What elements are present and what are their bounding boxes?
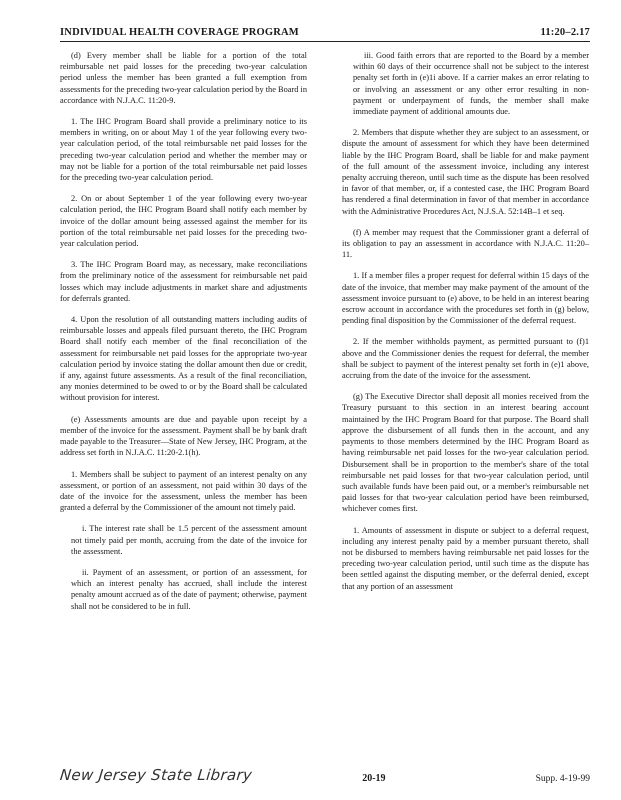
paragraph-d-4: 4. Upon the resolution of all outstanding matters including audits of reimbursable losses and appeals filed pursuant thereto, the IHC Program Board shall notify each member of the final reconciliation of the assessment for reimbursable net paid losses for the appropriate two-year calculation period by invoice stating the dollar amount then due or credit, if any, against future assessments. As a result of the final reconciliation, any monies determined to be owed to or by the Board shall be calculated without provision for interest. — [60, 315, 307, 403]
paragraph-e-1-ii: ii. Payment of an assessment, or portion of an assessment, for which an interest penalty has accrued, shall include the interest penalty amount accrued as of the date of payment; otherwise, payment shall not be considered to be in full. — [71, 567, 307, 611]
page-number: 20-19 — [362, 773, 386, 784]
header-rule — [60, 41, 590, 42]
paragraph-f-1: 1. If a member files a proper request for deferral within 15 days of the date of the invoice, that member may make payment of the amount of the assessment invoice pursuant to (e) above, to be held in an interest bearing escrow account in accordance with the procedures set forth in (g) below, pending final disposition by the Commissioner of the deferral request. — [342, 271, 589, 326]
library-stamp: New Jersey State Library — [59, 766, 254, 784]
paragraph-e-1: 1. Members shall be subject to payment of an interest penalty on any assessment, or portion of an assessment, not paid within 30 days of the date of the invoice for the assessment, unless the member has been granted a deferral by the Commissioner of the amount not timely paid. — [60, 469, 307, 513]
header-title: INDIVIDUAL HEALTH COVERAGE PROGRAM — [60, 27, 299, 38]
paragraph-e-2: 2. Members that dispute whether they are subject to an assessment, or dispute the amount of assessment for which they have been determined liable by the IHC Program Board, shall be liable for and make payment of the full amount of the assessment invoice, including any interest penalty accruing thereon, until such time as the dispute has been resolved in favor of that member, or, if a contested case, the IHC Program Board has rendered a final determination in favor of that member in accordance with the Administrative Procedures Act, N.J.S.A. 52:14B–1 et seq. — [342, 128, 589, 216]
supplement-date: Supp. 4-19-99 — [535, 774, 590, 784]
right-column — [342, 50, 589, 602]
page-footer — [60, 760, 590, 784]
paragraph-f-2: 2. If the member withholds payment, as permitted pursuant to (f)1 above and the Commissioner denies the request for deferral, the member shall be subject to payment of the interest penalty set forth in (e)1 above, accruing from the date of the invoice for the assessment. — [342, 337, 589, 381]
paragraph-d: (d) Every member shall be liable for a portion of the total reimbursable net paid losses for the preceding two-year calculation period unless the member has been granted a full exemption from assessments for the preceding two-year calculation period by the Board in accordance with N.J.A.C. 11:20-9. — [60, 51, 307, 105]
paragraph-e-1-iii: iii. Good faith errors that are reported to the Board by a member within 60 days of their occurrence shall not be subject to the interest penalty set forth in (e)1i above. If a carrier makes an error relating to or involving an assessment or any other error resulting in non-payment or underpayment of funds, the member shall make immediate payment of additional amounts due. — [353, 51, 589, 117]
paragraph-d-1: 1. The IHC Program Board shall provide a preliminary notice to its members in writing, on or about May 1 of the year following every two-year calculation period, of the total reimbursable net paid losses for the preceding two-year calculation period and whether the member may or may not be liable for a portion of the total reimbursable net paid losses for the preceding two-year calculation period. — [60, 117, 307, 183]
paragraph-f: (f) A member may request that the Commissioner grant a deferral of its obligation to pay an assessment in accordance with N.J.A.C. 11:20–11. — [342, 227, 589, 260]
running-header — [60, 27, 590, 38]
paragraph-e-1-i: i. The interest rate shall be 1.5 percent of the assessment amount not timely paid per month, accruing from the date of the invoice for the assessment. — [71, 524, 307, 556]
paragraph-e: (e) Assessments amounts are due and payable upon receipt by a member of the invoice for the assessment. Payment shall be by bank draft made payable to the Treasurer—State of New Jersey, IHC Program, at the address set forth in N.J.A.C. 11:20-2.1(h). — [60, 414, 307, 458]
paragraph-g-1: 1. Amounts of assessment in dispute or subject to a deferral request, including any interest penalty paid by a member pursuant thereto, shall not be disbursed to members having reimbursable net paid losses for the preceding two-year calculation period, until such time as the dispute has been settled against the disputing member, or the deferral denied, except that any portion of an assessment — [342, 525, 589, 591]
paragraph-d-2: 2. On or about September 1 of the year following every two-year calculation period, the IHC Program Board shall notify each member by invoice of the dollar amount being assessed against the member for its portion of the total reimbursable net paid losses for the preceding two-year calculation period. — [60, 194, 307, 249]
left-column — [60, 50, 307, 622]
paragraph-d-3: 3. The IHC Program Board may, as necessary, make reconciliations from the preliminary notice of the assessment for reimbursable net paid losses which may include adjustments in market share and adjustments for deferrals granted. — [60, 260, 307, 303]
header-section-number: 11:20–2.17 — [540, 27, 590, 38]
paragraph-g: (g) The Executive Director shall deposit all monies received from the Treasury pursuant to this section in an interest bearing account maintained by the IHC Program Board for that purpose. The Board shall approve the disbursement of all funds then in the account, and any payments to those members determined by the IHC Program Board as having reimbursable net paid losses for the two-year calculation period. Disbursement shall be in proportion to the member's share of the total reimbursable net paid losses for that two-year calculation period, until such available funds have been paid out, or a member's reimbursable net paid losses for that two-year calculation period have been reimbursed, whichever comes first. — [342, 392, 589, 514]
